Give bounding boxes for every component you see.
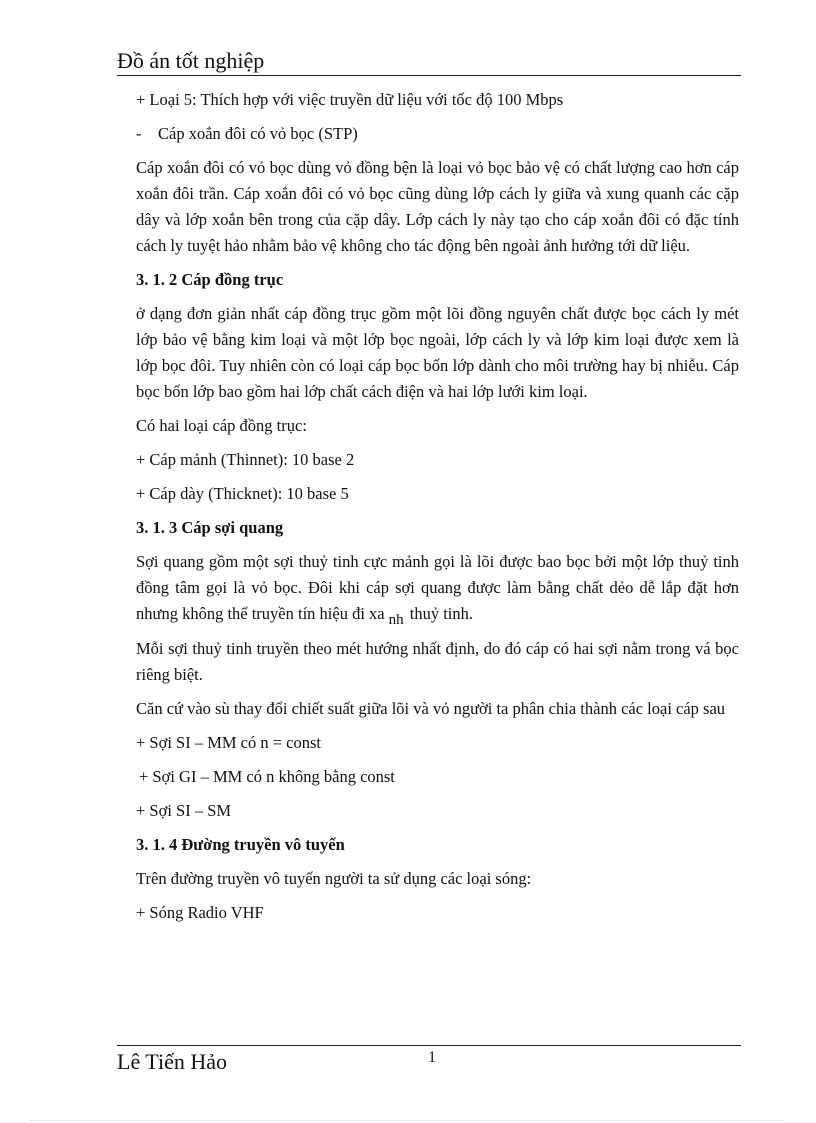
fiber-desc-subscript: nh	[388, 612, 404, 628]
footer-author: Lê Tiến Hảo	[117, 1049, 227, 1074]
section-heading-3-1-4: 3. 1. 4 Đường truyền vô tuyến	[136, 835, 345, 854]
document-body	[136, 87, 739, 934]
page-header-title: Đồ án tốt nghiệp	[117, 48, 265, 73]
paragraph-stp-description: Cáp xoắn đôi có vỏ bọc dùng vỏ đồng bện là loại vỏ bọc bảo vệ có chất lượng cao hơn cáp xoắn đôi trần. Cáp xoắn đôi có vỏ bọc cũng dùng lớp cách ly giữa và xung quanh các cặp dây và lớp xoắn bên trong của cặp dây. Lớp cách ly này tạo cho cáp xoắn đôi có đặc tính cách ly tuyệt hảo nhằm bảo vệ không cho tác động bên ngoài ảnh hưởng tới dữ liệu.	[136, 158, 739, 255]
footer-divider	[117, 1045, 741, 1046]
paragraph-loai5: + Loại 5: Thích hợp với việc truyền dữ liệu với tốc độ 100 Mbps	[136, 90, 564, 109]
list-item-thinnet: + Cáp mảnh (Thinnet): 10 base 2	[136, 450, 355, 469]
section-heading-3-1-3: 3. 1. 3 Cáp sợi quang	[136, 518, 284, 537]
header-divider	[117, 75, 741, 76]
paragraph-fiber-description	[136, 549, 739, 628]
paragraph-coax-description: ở dạng đơn giản nhất cáp đồng trục gồm một lõi đồng nguyên chất được bọc cách ly mét lớp bảo vệ bằng kim loại và một lớp bọc ngoài, lớp cách ly và lớp kim loại được xem là lớp bọc đôi. Tuy nhiên còn có loại cáp bọc bốn lớp dành cho môi trường hay bị nhiễu. Cáp bọc bốn lớp bao gồm hai lớp chất cách điện và hai lớp lưới kim loại.	[136, 304, 739, 401]
fiber-desc-end: thuỷ tinh.	[409, 604, 474, 623]
paragraph-fiber-direction: Mỗi sợi thuỷ tinh truyền theo mét hướng nhất định, do đó cáp có hai sợi nằm trong vá bọc riêng biệt.	[136, 639, 739, 684]
paragraph-fiber-classification: Căn cứ vào sù thay đổi chiết suất giữa lõi và vỏ người ta phân chia thành các loại cáp sau	[136, 699, 726, 718]
list-item-radio-vhf: + Sóng Radio VHF	[136, 903, 264, 922]
list-item-thicknet: + Cáp dày (Thicknet): 10 base 5	[136, 484, 349, 503]
page-bottom-dotted-border	[30, 1120, 786, 1121]
list-item-gi-mm: + Sợi GI – MM có n không bằng const	[139, 767, 395, 786]
list-dash: -	[136, 124, 142, 143]
paragraph-wireless: Trên đường truyền vô tuyến người ta sử dụng các loại sóng:	[136, 869, 532, 888]
section-heading-3-1-2: 3. 1. 2 Cáp đồng trục	[136, 270, 284, 289]
paragraph-coax-types: Có hai loại cáp đồng trục:	[136, 416, 307, 435]
page-number: 1	[428, 1049, 436, 1066]
list-item-si-sm: + Sợi SI – SM	[136, 801, 232, 820]
fiber-desc-main: Sợi quang gồm một sợi thuỷ tinh cực mảnh gọi là lõi được bao bọc bởi một lớp thuỷ tinh đồng tâm gọi là vỏ bọc. Đôi khi cáp sợi quang được làm bằng chất dẻo dễ lắp đặt hơn nhưng không thể truyền tín hiệu đi xa	[136, 552, 739, 623]
stp-label: Cáp xoắn đôi có vỏ bọc (STP)	[158, 124, 358, 143]
stp-list-item	[136, 121, 739, 147]
list-item-si-mm: + Sợi SI – MM có n = const	[136, 733, 322, 752]
